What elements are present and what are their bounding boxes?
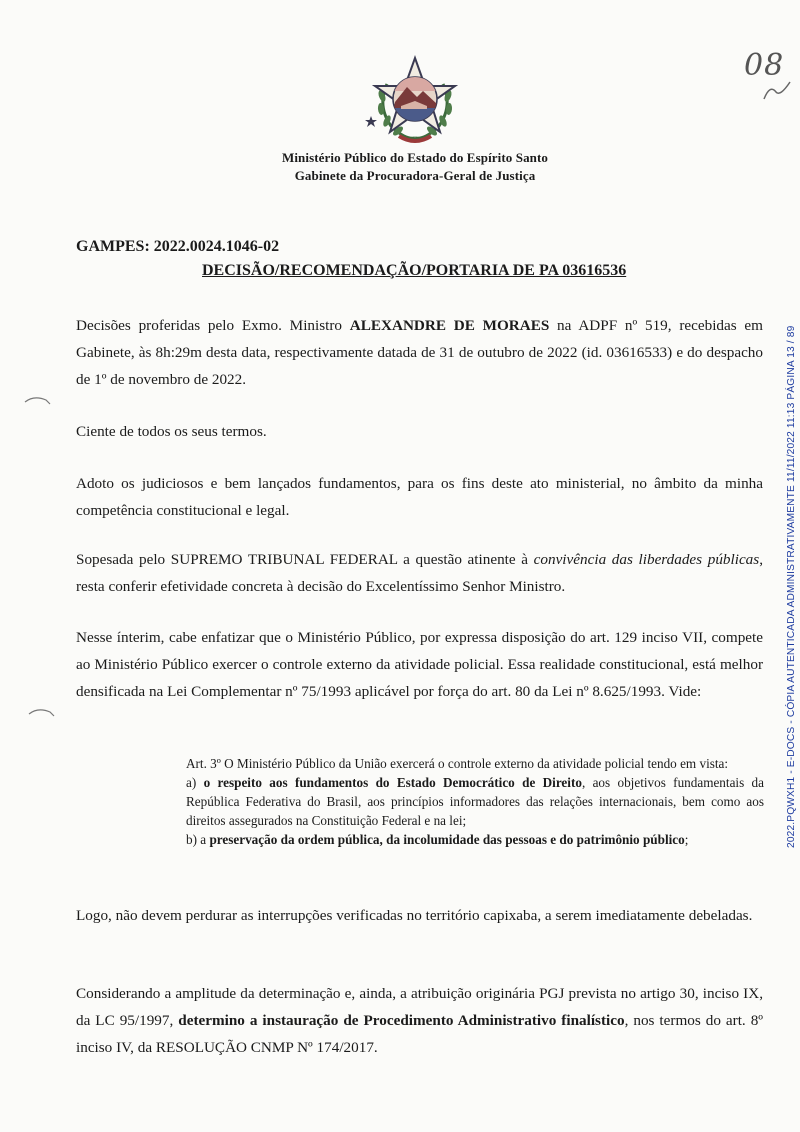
paragraph-determination: Considerando a amplitude da determinação e, ainda, a atribuição originária PGJ prevista no artigo 30, inciso IX, da LC 95/1997, determino a instauração de Procedimento Administrativo finalístico, nos termos do art. 8º inciso IV, da RESOLUÇÃO CNMP Nº 174/2017.	[76, 985, 763, 1056]
paragraph-external-control: Nesse ínterim, cabe enfatizar que o Ministério Público, por expressa disposição do art. 129 inciso VII, compete ao Ministério Público exercer o controle externo da atividade policial. Essa realidade constitucional, está melhor densificada na Lei Complementar nº 75/1993 aplicável por força do art. 80 da Lei nº 8.625/1993. Vide:	[76, 629, 763, 700]
handwritten-page-number: 08	[744, 48, 785, 83]
quote-intro: Art. 3º O Ministério Público da União exercerá o controle externo da atividade policial tendo em vista:	[186, 756, 729, 771]
authentication-stamp: 2022.PQWXH1 - E-DOCS - CÓPIA AUTENTICADA ADMINISTRATIVAMENTE 11/11/2022 11:13 PÁGINA 13 / 89	[786, 325, 797, 848]
gampes-number: GAMPES: 2022.0024.1046-02	[76, 238, 280, 255]
document-title: DECISÃO/RECOMENDAÇÃO/PORTARIA DE PA 03616536	[202, 262, 627, 279]
paragraph-interruptions: Logo, não devem perdurar as interrupções verificadas no território capixaba, a serem imediatamente debeladas.	[76, 907, 753, 924]
organization-name: Ministério Público do Estado do Espírito Santo	[281, 150, 549, 165]
handwritten-initial-icon	[762, 80, 792, 102]
paragraph-adoption: Adoto os judiciosos e bem lançados fundamentos, para os fins deste ato ministerial, no âmbito da minha competência constitucional e legal.	[76, 475, 763, 519]
margin-mark-icon	[28, 706, 56, 718]
paragraph-decisions: Decisões proferidas pelo Exmo. Ministro ALEXANDRE DE MORAES na ADPF nº 519, recebidas em Gabinete, às 8h:29m desta data, respectivamente datada de 31 de outubro de 2022 (id. 03616533) e do despacho de 1º de novembro de 2022.	[76, 317, 763, 388]
state-coat-of-arms-icon	[365, 54, 465, 149]
paragraph-acknowledgment: Ciente de todos os seus termos.	[76, 423, 267, 440]
paragraph-stf: Sopesada pelo SUPREMO TRIBUNAL FEDERAL a questão atinente à convivência das liberdades públicas, resta conferir efetividade concreta à decisão do Excelentíssimo Senhor Ministro.	[76, 551, 763, 595]
quote-item-a: a) o respeito aos fundamentos do Estado Democrático de Direito, aos objetivos fundamentais da República Federativa do Brasil, aos princípios informadores das relações internacionais, bem como aos direitos assegurados na Constituição Federal e na lei;	[186, 775, 765, 828]
quote-item-b: b) a preservação da ordem pública, da incolumidade das pessoas e do patrimônio público;	[186, 832, 689, 847]
legal-quote	[186, 754, 764, 849]
margin-mark-icon	[24, 394, 52, 406]
office-name: Gabinete da Procuradora-Geral de Justiça	[294, 168, 536, 183]
